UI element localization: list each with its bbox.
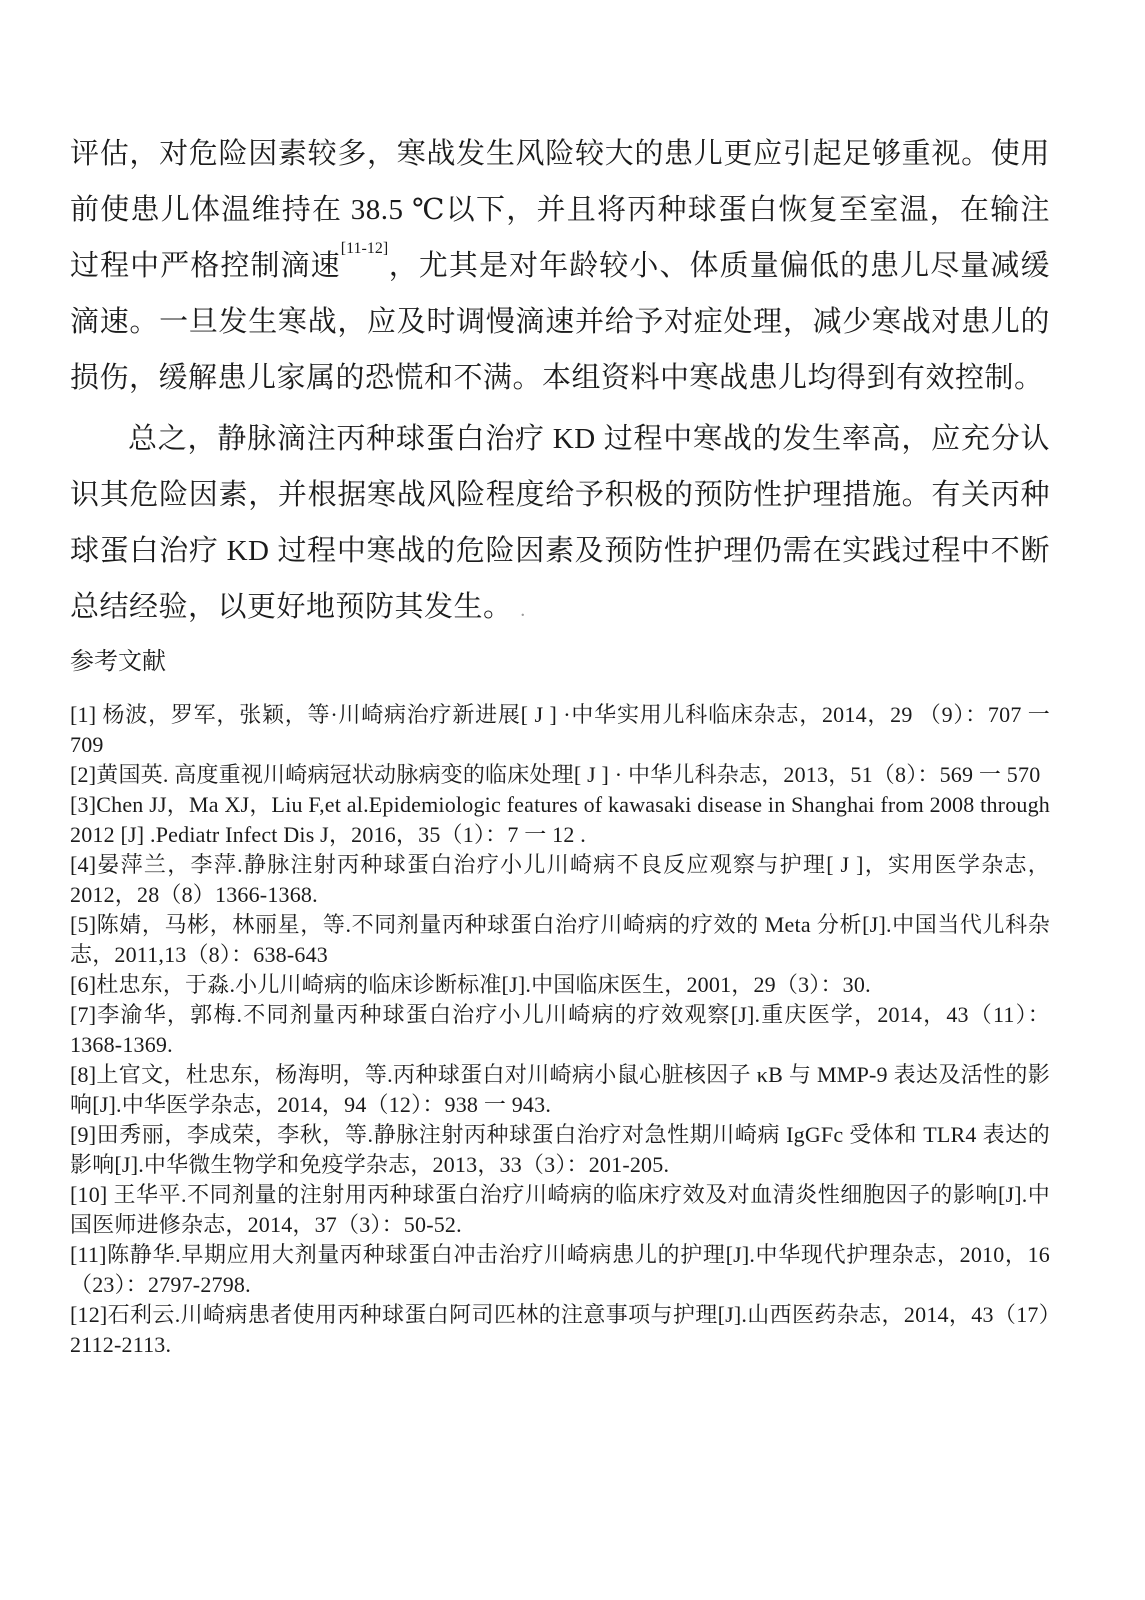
references-list	[70, 700, 1050, 1360]
stray-period-mark: .	[520, 599, 526, 621]
reference-item-2: [2]黄国英. 高度重视川崎病冠状动脉病变的临床处理[ J ] · 中华儿科杂志，2013，51（8）：569 一 570	[70, 762, 1041, 787]
reference-item-1: [1] 杨波，罗军，张颖，等·川崎病治疗新进展[ J ] ·中华实用儿科临床杂志，2014，29 （9）：707 一 709	[70, 702, 1050, 757]
reference-item-5: [5]陈婧，马彬，林丽星，等.不同剂量丙种球蛋白治疗川崎病的疗效的 Meta 分析[J].中国当代儿科杂志，2011,13（8）：638-643	[70, 912, 1050, 967]
paragraph-1-text-after-citation: ，尤其是对年龄较小、体质量偏低的患儿尽量减缓滴速。一旦发生寒战，应及时调慢滴速并给予对症处理，减少寒战对患儿的损伤，缓解患儿家属的恐慌和不满。本组资料中寒战患儿均得到有效控制。	[70, 250, 1050, 394]
body-text-section	[70, 126, 1050, 638]
references-heading: 参考文献	[70, 649, 166, 675]
citation-superscript: [11-12]	[340, 240, 389, 258]
reference-item-4: [4]晏萍兰，李萍.静脉注射丙种球蛋白治疗小儿川崎病不良反应观察与护理[ J ]，实用医学杂志，2012，28（8）1366-1368.	[70, 852, 1050, 907]
reference-item-11: [11]陈静华.早期应用大剂量丙种球蛋白冲击治疗川崎病患儿的护理[J].中华现代护理杂志，2010，16（23）：2797-2798.	[70, 1242, 1050, 1297]
body-paragraph-1	[70, 126, 1050, 406]
reference-item-7: [7]李渝华，郭梅.不同剂量丙种球蛋白治疗小儿川崎病的疗效观察[J].重庆医学，2014，43（11）：1368-1369.	[70, 1002, 1050, 1057]
reference-item-3: [3]Chen JJ，Ma XJ，Liu F,et al.Epidemiologic features of kawasaki disease in Shanghai from 2008 through 2012 [J] .Pediatr Infect Dis J，2016，35（1）：7 一 12 .	[70, 792, 1050, 847]
paragraph-2-text: 总之，静脉滴注丙种球蛋白治疗 KD 过程中寒战的发生率高，应充分认识其危险因素，并根据寒战风险程度给予积极的预防性护理措施。有关丙种球蛋白治疗 KD 过程中寒战的危险因素及预防性护理仍需在实践过程中不断总结经验，以更好地预防其发生。	[70, 423, 1050, 623]
reference-item-10: [10] 王华平.不同剂量的注射用丙种球蛋白治疗川崎病的临床疗效及对血清炎性细胞因子的影响[J].中国医师进修杂志，2014，37（3）：50-52.	[70, 1182, 1050, 1237]
reference-item-9: [9]田秀丽，李成荣，李秋，等.静脉注射丙种球蛋白治疗对急性期川崎病 IgGFc 受体和 TLR4 表达的影响[J].中华微生物学和免疫学杂志，2013，33（3）：201-205.	[70, 1122, 1050, 1177]
paragraph-1-text-before-citation: 评估，对危险因素较多，寒战发生风险较大的患儿更应引起足够重视。使用前使患儿体温维持在 38.5 ℃以下，并且将丙种球蛋白恢复至室温，在输注过程中严格控制滴速	[70, 138, 1050, 282]
reference-item-12: [12]石利云.川崎病患者使用丙种球蛋白阿司匹林的注意事项与护理[J].山西医药杂志，2014，43（17）2112-2113.	[70, 1302, 1050, 1357]
reference-item-6: [6]杜忠东，于淼.小儿川崎病的临床诊断标准[J].中国临床医生，2001，29（3）：30.	[70, 972, 871, 997]
reference-item-8: [8]上官文，杜忠东，杨海明，等.丙种球蛋白对川崎病小鼠心脏核因子 κB 与 MMP-9 表达及活性的影响[J].中华医学杂志，2014，94（12）：938 一 943.	[70, 1062, 1050, 1117]
body-paragraph-2	[70, 411, 1050, 638]
